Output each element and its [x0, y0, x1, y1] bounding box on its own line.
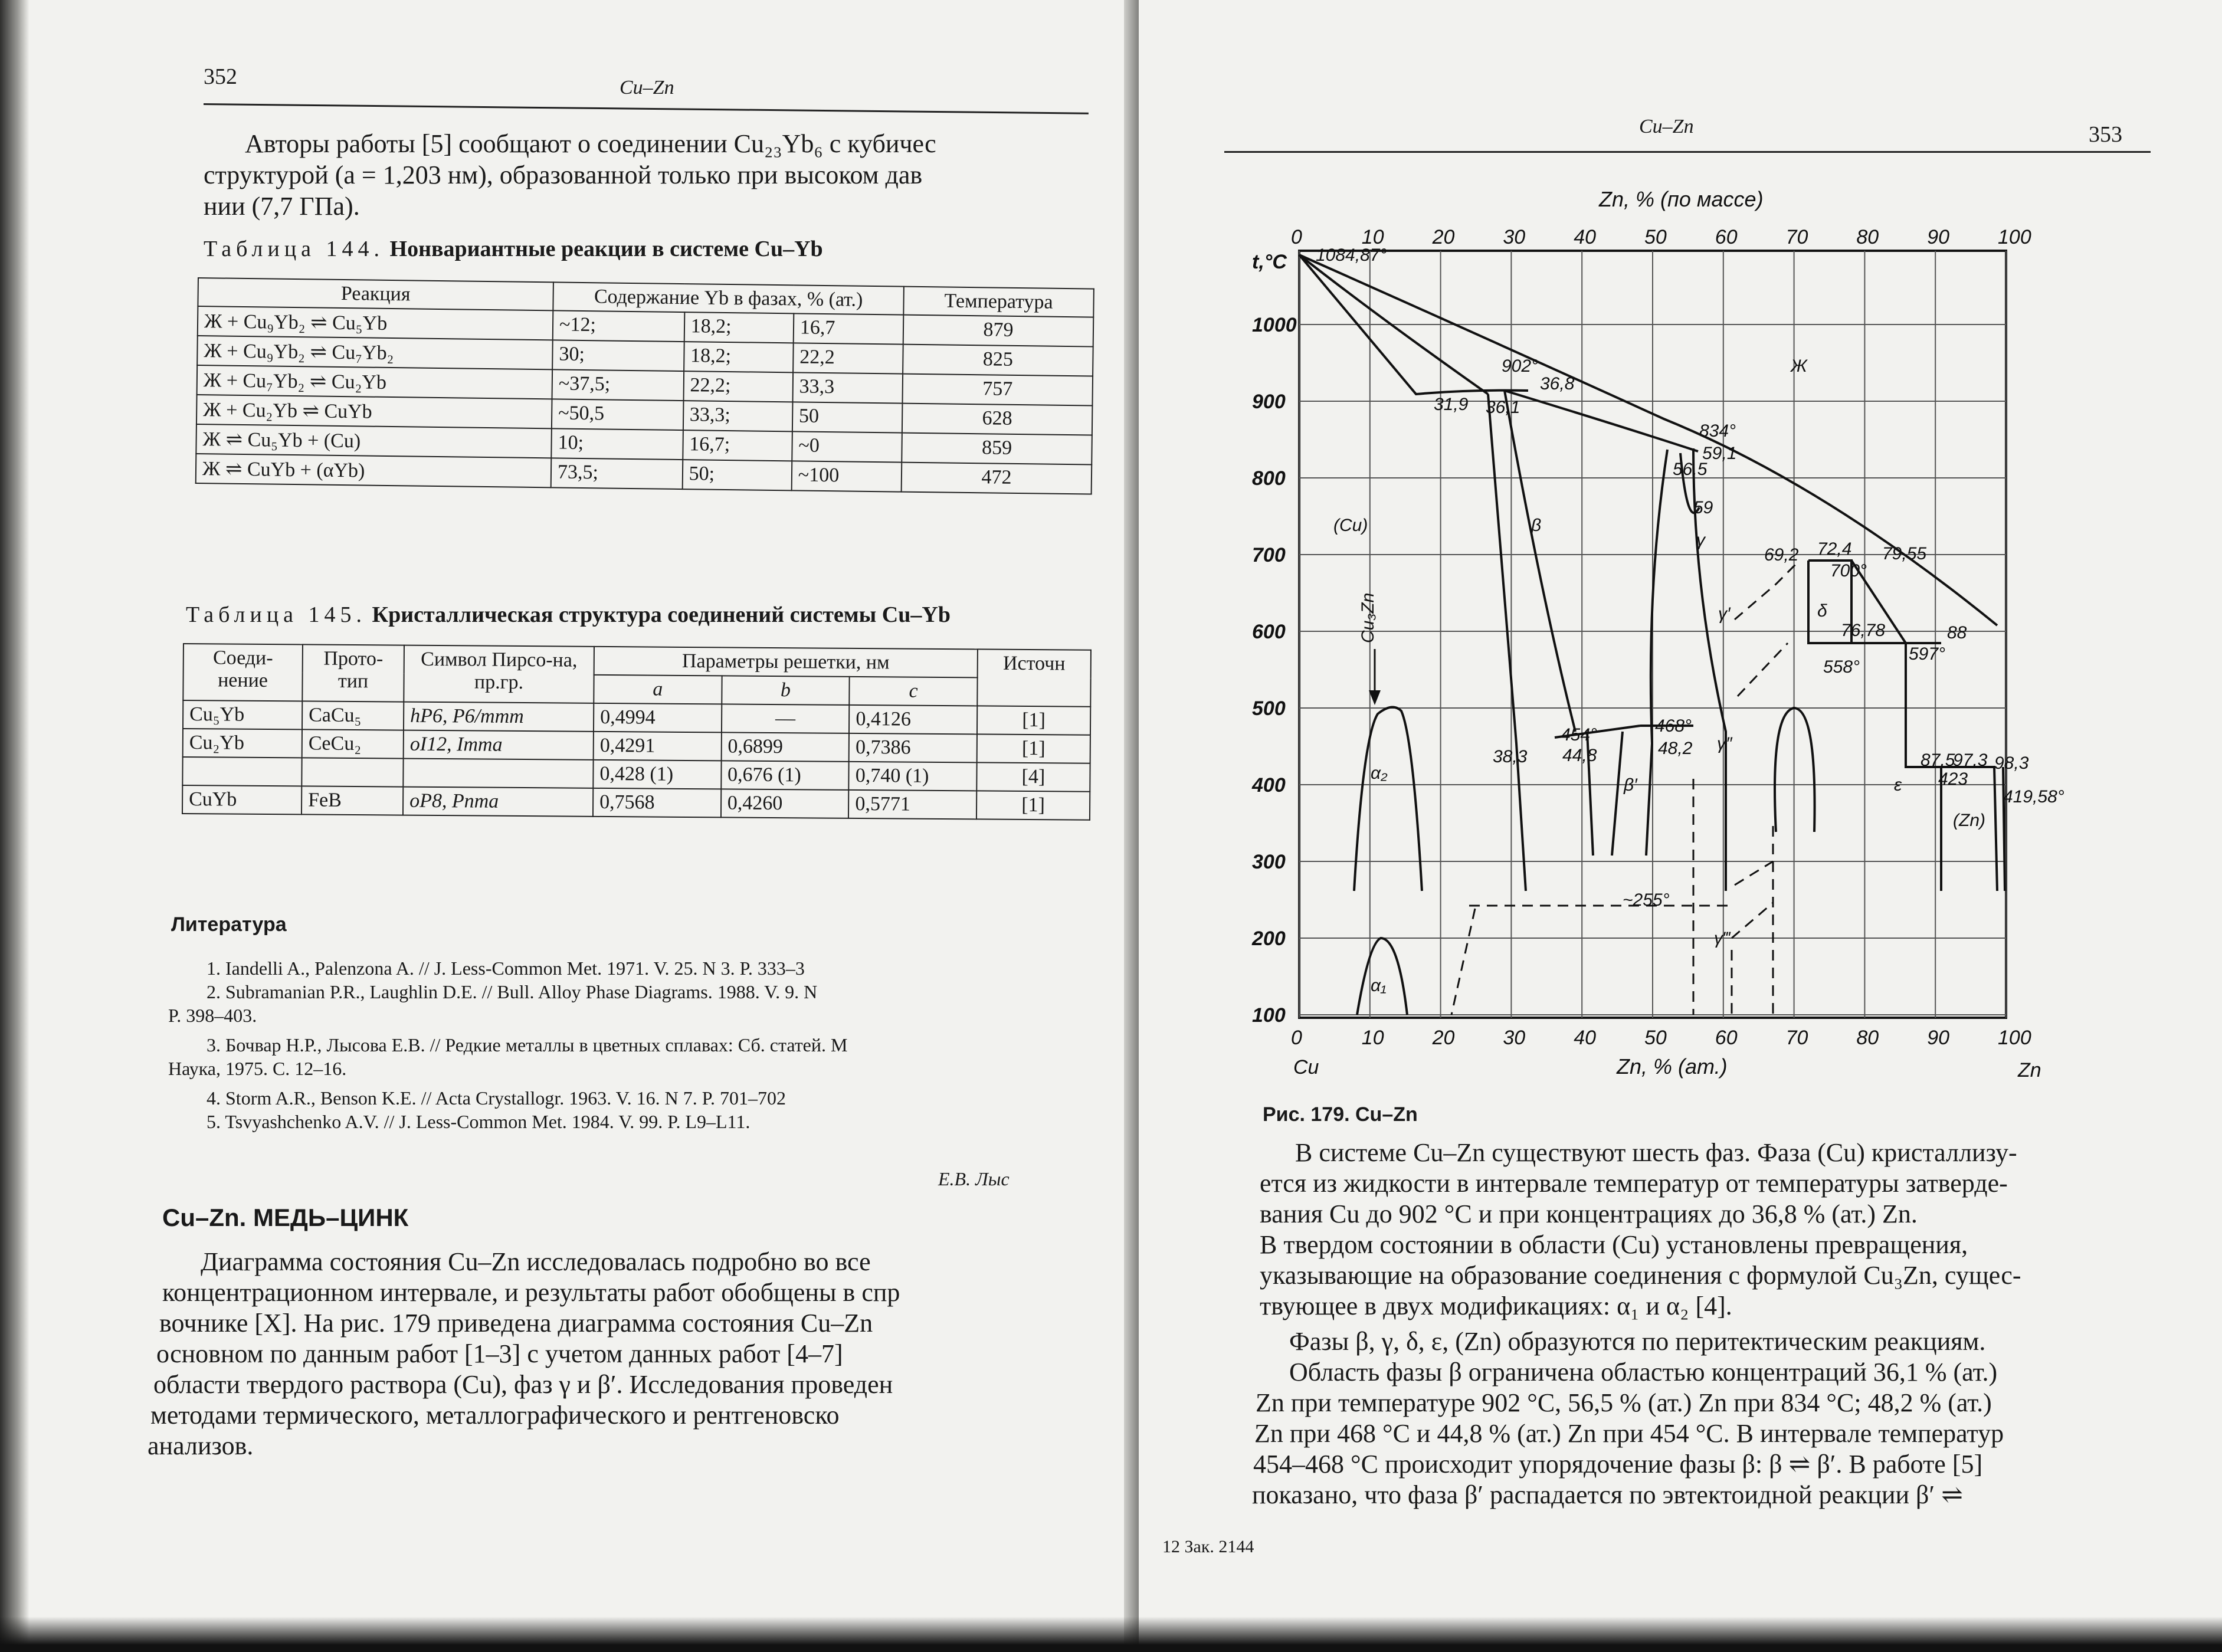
cell: [1]	[977, 734, 1090, 763]
y-tick-label: 600	[1252, 621, 1286, 643]
cell: ~50,5	[552, 399, 683, 430]
top-tick-label: 10	[1361, 226, 1384, 248]
cell: ~0	[792, 431, 902, 462]
page-number: 353	[2089, 122, 2122, 147]
cell: [1]	[976, 791, 1090, 820]
bottom-tick-label: 50	[1644, 1027, 1667, 1049]
top-tick-label: 60	[1715, 226, 1738, 248]
cell: FeB	[301, 786, 403, 815]
phase-diagram	[1174, 177, 2177, 1109]
table-row	[182, 785, 1090, 820]
left-element-label: Cu	[1293, 1056, 1319, 1079]
annotation-t902: 902°	[1502, 356, 1539, 376]
annotation-c59: 59	[1693, 498, 1713, 517]
annotation-c448: 44,8	[1562, 746, 1597, 765]
paragraph-line: твующее в двух модификациях: α₁ и α₂ [4].	[1260, 1292, 1732, 1320]
literature-title: Литература	[171, 913, 287, 936]
cell: 472	[902, 463, 1092, 494]
section-line: области твердого раствора (Cu), фаз γ и β′. Исследования проведен	[153, 1370, 893, 1399]
y-tick-label: 100	[1252, 1004, 1286, 1027]
cell: 22,2	[793, 343, 903, 373]
cell: 73,5;	[551, 458, 683, 489]
intro-line: нии (7,7 ГПа).	[204, 192, 360, 221]
top-tick-label: 40	[1574, 226, 1597, 248]
diagram-labels	[1316, 245, 2064, 995]
annotation-t41958: 419,58°	[2003, 787, 2064, 807]
col-header: Параметры решетки, нм	[594, 647, 978, 678]
dash-c	[1735, 560, 1800, 620]
bottom-tick-label: 100	[1998, 1027, 2031, 1049]
literature-item: 5. Tsvyashchenko A.V. // J. Less-Common Met. 1984. V. 99. P. L9–L11.	[207, 1111, 751, 1132]
header-rule	[204, 103, 1089, 114]
annotation-c7955: 79,55	[1882, 544, 1927, 563]
cell	[403, 759, 593, 788]
table-145	[182, 643, 1092, 821]
cell: CaCu₅	[302, 701, 404, 730]
y-tick-label: 200	[1252, 927, 1286, 950]
bottom-tick-label: 60	[1715, 1027, 1738, 1049]
paragraph-line: Zn при температуре 902 °С, 56,5 % (ат.) Zn при 834 °С; 48,2 % (ат.)	[1256, 1388, 1992, 1417]
cell: 16,7;	[683, 430, 792, 461]
paragraph-line: вания Cu до 902 °С и при концентрациях до 36,8 % (ат.) Zn.	[1260, 1199, 1918, 1228]
top-tick-label: 100	[1998, 226, 2031, 248]
y-tick-label: 900	[1252, 391, 1286, 413]
cell	[182, 757, 301, 786]
bottom-axis-title: Zn, % (ат.)	[1617, 1054, 1728, 1079]
cell: 33,3	[792, 372, 903, 403]
section-line: анализов.	[148, 1431, 254, 1460]
cell: ~12;	[553, 310, 684, 342]
annotation-c591: 59,1	[1702, 444, 1737, 463]
top-tick-label: 70	[1785, 226, 1808, 248]
annotation-t597: 597°	[1909, 644, 1946, 664]
cell: 22,2;	[683, 371, 793, 402]
top-tick-label: 0	[1291, 226, 1302, 248]
table144-caption: Таблица 144. Нонвариантные реакции в системе Cu–Yb	[204, 237, 823, 261]
intro-line: Авторы работы [5] сообщают о соединении Cu₂₃Yb₆ с кубичес	[245, 129, 936, 158]
cell: 0,4260	[721, 789, 849, 818]
cell: 879	[903, 315, 1094, 347]
cell: 30;	[552, 340, 684, 371]
cell	[301, 758, 403, 786]
cell: 0,5771	[848, 790, 976, 820]
cell: 33,3;	[683, 401, 793, 431]
annotation-phase_alpha1: α₁	[1371, 976, 1387, 995]
beta-right	[1646, 450, 1667, 856]
cell: Cu₅Yb	[183, 700, 302, 729]
literature-item: P. 398–403.	[168, 1005, 257, 1026]
annotation-c973: 97,3	[1953, 750, 1988, 770]
cell: oI12, Imma	[404, 730, 594, 760]
top-tick-label: 30	[1503, 226, 1526, 248]
y-tick-label: 500	[1252, 697, 1286, 720]
y-tick-label: 1000	[1252, 314, 1297, 336]
cell: 0,6899	[721, 732, 849, 762]
annotation-t558: 558°	[1823, 657, 1860, 677]
table145-caption: Таблица 145. Кристаллическая структура соединений системы Cu–Yb	[186, 602, 951, 627]
annotation-phase_gamma: γ	[1696, 530, 1705, 550]
y-tick-label: 400	[1252, 774, 1286, 796]
cell: 0,740 (1)	[849, 762, 977, 791]
cell: ~100	[791, 461, 902, 491]
gamma2-dome	[1775, 708, 1815, 832]
bottom-tick-label: 10	[1361, 1027, 1384, 1049]
annotation-c361: 36,1	[1486, 398, 1520, 417]
intro-line: структурой (a = 1,203 нм), образованной только при высоком дав	[204, 160, 923, 189]
literature-item: Наука, 1975. С. 12–16.	[168, 1058, 347, 1079]
annotation-phase_Cu: (Cu)	[1333, 516, 1368, 535]
literature-item: 4. Storm A.R., Benson K.E. // Acta Crystallogr. 1963. V. 16. N 7. P. 701–702	[207, 1087, 786, 1109]
cell: Ж + Cu₉Yb₂ ⇌ Cu₇Yb₂	[197, 336, 553, 369]
right-element-label: Zn	[2018, 1059, 2041, 1081]
col-header: a	[594, 675, 722, 704]
annotation-c383: 38,3	[1493, 747, 1528, 766]
table-144	[195, 277, 1094, 495]
cell: 0,428 (1)	[593, 760, 721, 789]
paragraph-line: В твердом состоянии в области (Cu) установлены превращения,	[1260, 1230, 1968, 1259]
right-page	[1139, 0, 2222, 1652]
annotation-c983: 98,3	[1994, 753, 2029, 773]
compound-label: Cu₃Zn	[1358, 592, 1378, 643]
bottom-tick-label: 30	[1503, 1027, 1526, 1049]
y-tick-label: 700	[1252, 544, 1286, 566]
cell: 0,4126	[849, 705, 977, 735]
cell: 18,2;	[684, 342, 794, 372]
cell: 50	[792, 402, 903, 432]
bottom-tick-label: 70	[1785, 1027, 1808, 1049]
col-header: Источн	[977, 649, 1091, 706]
annotation-cu_mp: 1084,87°	[1316, 245, 1387, 265]
cell: [4]	[976, 762, 1090, 791]
y-tick-label: 300	[1252, 851, 1286, 873]
section-line: Диаграмма состояния Cu–Zn исследовалась подробно во все	[201, 1247, 871, 1276]
col-header: Содержание Yb в фазах, % (ат.)	[553, 282, 904, 314]
paragraph-line: ется из жидкости в интервале температур от температуры затверде-	[1260, 1169, 2008, 1198]
cell: Cu₂Yb	[183, 729, 302, 758]
beta-left	[1505, 391, 1575, 732]
paragraph-line: Область фазы β ограничена областью концентраций 36,1 % (ат.)	[1289, 1358, 1998, 1386]
section-heading: Cu–Zn. МЕДЬ–ЦИНК	[162, 1204, 409, 1231]
literature-item: 3. Бочвар Н.Р., Лысова Е.В. // Редкие металлы в цветных сплавах: Сб. статей. М	[207, 1034, 848, 1056]
literature-item: 1. Iandelli A., Palenzona A. // J. Less-Common Met. 1971. V. 25. N 3. P. 333–3	[207, 958, 805, 979]
cell: [1]	[977, 706, 1090, 735]
annotation-t834: 834°	[1699, 421, 1736, 441]
annotation-t454: 454°	[1561, 725, 1598, 745]
cell: Ж ⇌ CuYb + (αYb)	[196, 454, 552, 487]
top-tick-label: 90	[1927, 226, 1950, 248]
dash-g	[1451, 909, 1475, 1015]
signature: Е.В. Лыс	[938, 1168, 1010, 1189]
annotation-t468: 468°	[1655, 716, 1692, 736]
top-axis-title: Zn, % (по массе)	[1599, 187, 1764, 211]
annotation-c7678: 76,78	[1841, 621, 1886, 640]
section-line: вочнике [X]. На рис. 179 приведена диаграмма состояния Cu–Zn	[159, 1309, 873, 1338]
alpha2-dome	[1354, 707, 1422, 891]
cell: 0,4994	[594, 703, 722, 733]
dash-d	[1738, 643, 1788, 696]
header-rule	[1224, 151, 2151, 153]
annotation-c482: 48,2	[1658, 739, 1693, 758]
cell: Ж + Cu₉Yb₂ ⇌ Cu₅Yb	[198, 306, 553, 340]
annotation-phase_alpha2: α₂	[1371, 763, 1388, 783]
annotation-c875: 87,5	[1921, 750, 1955, 770]
cell: 0,676 (1)	[721, 761, 849, 790]
cell: 0,7386	[849, 733, 977, 763]
cell: Ж + Cu₇Yb₂ ⇌ Cu₂Yb	[197, 365, 553, 399]
running-head: Cu–Zn	[620, 77, 674, 99]
liquidus-line	[1299, 255, 1997, 625]
annotation-c319: 31,9	[1434, 395, 1469, 414]
paragraph-line: В системе Cu–Zn существуют шесть фаз. Фаза (Cu) кристаллизу-	[1295, 1138, 2017, 1167]
cell: Ж ⇌ Cu₅Yb + (Cu)	[196, 424, 552, 458]
dash-a	[1735, 861, 1773, 885]
cell: 50;	[682, 460, 792, 490]
scan-shadow	[0, 1617, 2222, 1652]
annotation-phase_beta: β	[1531, 516, 1542, 535]
cell: 16,7	[794, 313, 904, 344]
top-tick-label: 20	[1432, 226, 1455, 248]
col-header: Реакция	[198, 278, 553, 310]
col-header: b	[722, 676, 850, 705]
col-header: Температура	[903, 287, 1094, 317]
y-axis-title: t,°C	[1252, 251, 1287, 273]
page-footer: 12 Зак. 2144	[1162, 1537, 1254, 1556]
running-head: Cu–Zn	[1639, 116, 1694, 137]
annotation-phase_gamma3: γ‴	[1714, 929, 1729, 948]
cell: 757	[902, 374, 1093, 406]
zn-solvus	[2003, 767, 2005, 891]
annotation-t423: 423	[1938, 769, 1968, 789]
cell: CuYb	[182, 785, 301, 814]
cell: 10;	[551, 428, 683, 460]
dash-b	[1732, 903, 1773, 938]
annotation-phase_L: Ж	[1791, 356, 1807, 376]
bottom-tick-label: 40	[1574, 1027, 1597, 1049]
beta-prime-right	[1612, 732, 1623, 856]
annotation-phase_gamma1: γ′	[1718, 604, 1731, 624]
bottom-tick-label: 0	[1291, 1027, 1302, 1049]
col-header: Соеди-нение	[183, 644, 303, 701]
bottom-tick-label: 80	[1856, 1027, 1879, 1049]
annotation-c88: 88	[1947, 623, 1967, 643]
top-tick-label: 50	[1644, 226, 1667, 248]
section-line: методами термического, металлографического и рентгеновско	[150, 1401, 840, 1430]
col-header: Символ Пирсо-на, пр.гр.	[404, 645, 594, 703]
section-line: основном по данным работ [1–3] с учетом данных работ [4–7]	[156, 1339, 843, 1368]
paragraph-line: показано, что фаза β′ распадается по эвтектоидной реакции β′ ⇌	[1252, 1480, 1963, 1509]
annotation-phase_beta1: β′	[1624, 775, 1637, 795]
cell: 825	[903, 345, 1093, 376]
cell: 859	[902, 433, 1092, 465]
annotation-phase_eps: ε	[1894, 775, 1902, 795]
cell: 628	[902, 404, 1093, 435]
page-edge	[0, 0, 30, 1652]
annotation-t255: ~255°	[1623, 890, 1670, 910]
figure-caption: Рис. 179. Cu–Zn	[1263, 1103, 1418, 1126]
annotation-c368: 36,8	[1540, 374, 1575, 394]
page-number: 352	[204, 64, 237, 89]
annotation-phase_Zn: (Zn)	[1953, 811, 1985, 830]
y-tick-label: 800	[1252, 467, 1286, 490]
cell: 0,4291	[594, 732, 722, 761]
cu-solvus	[1488, 394, 1526, 891]
cell: oP8, Pnma	[403, 787, 593, 817]
cell: 18,2;	[684, 312, 794, 343]
annotation-phase_delta: δ	[1817, 601, 1827, 621]
paragraph-line: указывающие на образование соединения с формулой Cu₃Zn, сущес-	[1260, 1261, 2021, 1290]
paragraph-line: Фазы β, γ, δ, ε, (Zn) образуются по перитектическим реакциям.	[1289, 1327, 1986, 1356]
annotation-c565: 56,5	[1673, 460, 1708, 479]
cell: 0,7568	[593, 788, 721, 818]
paragraph-line: Zn при 468 °С и 44,8 % (ат.) Zn при 454 °С. В интервале температур	[1254, 1419, 2004, 1448]
top-tick-label: 80	[1856, 226, 1879, 248]
cell: Ж + Cu₂Yb ⇌ CuYb	[196, 395, 552, 428]
cell: ~37,5;	[552, 369, 684, 401]
annotation-c724: 72,4	[1817, 539, 1852, 559]
bottom-tick-label: 90	[1927, 1027, 1950, 1049]
annotation-t700: 700°	[1830, 561, 1867, 581]
col-header: Прото-тип	[302, 644, 404, 702]
cell: —	[722, 704, 850, 733]
bottom-tick-label: 20	[1432, 1027, 1455, 1049]
cell: hP6, P6/mmm	[404, 702, 594, 732]
cell: CeCu₂	[302, 729, 404, 758]
annotation-phase_gamma2: γ″	[1717, 734, 1732, 753]
col-header: c	[850, 677, 978, 706]
section-line: концентрационном интервале, и результаты работ обобщены в спр	[162, 1278, 900, 1307]
literature-item: 2. Subramanian P.R., Laughlin D.E. // Bull. Alloy Phase Diagrams. 1988. V. 9. N	[207, 981, 818, 1002]
annotation-c692: 69,2	[1764, 545, 1799, 565]
paragraph-line: 454–468 °С происходит упорядочение фазы β: β ⇌ β′. В работе [5]	[1253, 1450, 1983, 1479]
arrow-head	[1369, 690, 1381, 705]
